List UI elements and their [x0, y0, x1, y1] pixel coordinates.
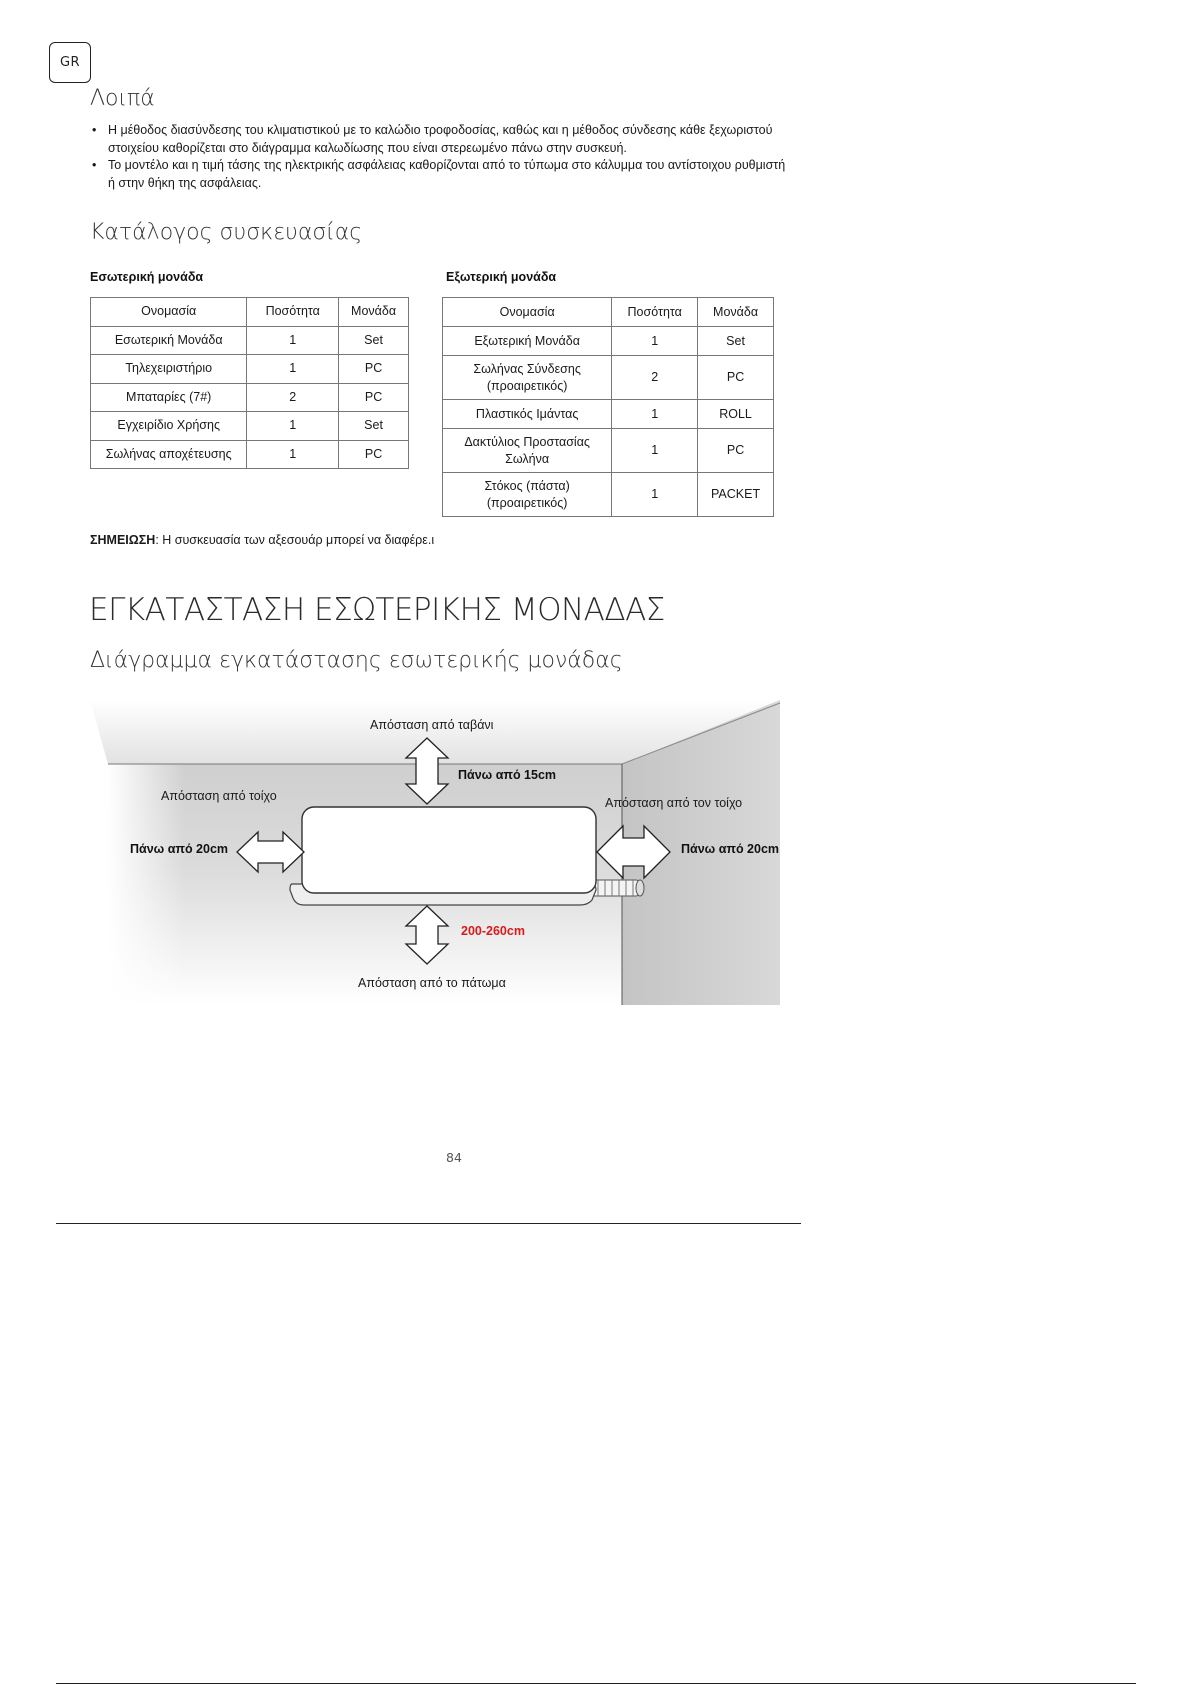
column-header-name: Ονομασία	[443, 298, 612, 327]
list-item: • Το μοντέλο και η τιμή τάσης της ηλεκτρικής ασφάλειας καθορίζονται από το τύπωμα στο κάλυμμα του αντίστοιχου ρυθμιστή ή στην θήκη της ασφάλειας.	[90, 157, 790, 192]
table-row	[91, 412, 409, 441]
cell-name: Εξωτερική Μονάδα	[443, 327, 612, 356]
cell-unit: PC	[698, 429, 774, 473]
cell-name: Σωλήνας Σύνδεσης (προαιρετικός)	[443, 356, 612, 400]
cell-quantity: 1	[612, 400, 698, 429]
cell-quantity: 1	[612, 429, 698, 473]
page-divider	[56, 1223, 801, 1224]
other-bullet-list	[90, 122, 790, 192]
column-header-quantity: Ποσότητα	[247, 298, 339, 327]
cell-name: Εσωτερική Μονάδα	[91, 326, 247, 355]
cell-unit: PC	[339, 383, 409, 412]
indoor-unit	[290, 807, 596, 905]
table-header-row	[91, 298, 409, 327]
note-label: ΣΗΜΕΙΩΣΗ	[90, 533, 156, 547]
right-wall-distance-value: Πάνω από 20cm	[681, 842, 780, 856]
cell-name: Μπαταρίες (7#)	[91, 383, 247, 412]
cell-quantity: 1	[612, 327, 698, 356]
packing-note	[90, 533, 434, 547]
cell-name: Τηλεχειριστήριο	[91, 355, 247, 384]
cell-unit: PC	[339, 355, 409, 384]
cell-name: Εγχειρίδιο Χρήσης	[91, 412, 247, 441]
drain-pipe	[590, 880, 644, 896]
section-subtitle: Διάγραμμα εγκατάστασης εσωτερικής μονάδας	[90, 648, 623, 673]
cell-unit: PC	[339, 440, 409, 469]
table-header-row	[443, 298, 774, 327]
table-row	[91, 326, 409, 355]
table-row	[443, 356, 774, 400]
table-row	[443, 429, 774, 473]
column-header-unit: Μονάδα	[339, 298, 409, 327]
floor-distance-value: 200-260cm	[461, 924, 525, 938]
page-number: 84	[446, 1150, 462, 1165]
language-badge: GR	[49, 42, 91, 83]
cell-quantity: 1	[612, 473, 698, 517]
indoor-table-caption: Εσωτερική μονάδα	[90, 270, 204, 284]
cell-name: Στόκος (πάστα) (προαιρετικός)	[443, 473, 612, 517]
cell-unit: Set	[698, 327, 774, 356]
cell-unit: PC	[698, 356, 774, 400]
left-wall-distance-value: Πάνω από 20cm	[130, 842, 229, 856]
cell-quantity: 2	[247, 383, 339, 412]
floor-distance-label: Απόσταση από το πάτωμα	[358, 976, 506, 990]
indoor-packing-table	[90, 297, 409, 469]
cell-name: Σωλήνας αποχέτευσης	[91, 440, 247, 469]
section-title-other: Λοιπά	[90, 86, 155, 111]
cell-unit: Set	[339, 412, 409, 441]
cell-quantity: 2	[612, 356, 698, 400]
table-row	[443, 400, 774, 429]
list-item: • Η μέθοδος διασύνδεσης του κλιματιστικού με το καλώδιο τροφοδοσίας, καθώς και η μέθοδος σύνδεσης κάθε ξεχωριστού στοιχείου καθορίζεται στο διάγραμμα καλωδίωσης που είναι στερεωμένο πάνω στην συσκευή.	[90, 122, 790, 157]
column-header-quantity: Ποσότητα	[612, 298, 698, 327]
page-title: ΕΓΚΑΤΑΣΤΑΣΗ ΕΣΩΤΕΡΙΚΗΣ ΜΟΝΑΔΑΣ	[89, 592, 665, 628]
table-row	[91, 440, 409, 469]
cell-quantity: 1	[247, 326, 339, 355]
cell-quantity: 1	[247, 355, 339, 384]
right-wall-distance-label: Απόσταση από τον τοίχο	[605, 796, 743, 810]
outdoor-table-caption: Εξωτερική μονάδα	[446, 270, 557, 284]
cell-unit: Set	[339, 326, 409, 355]
cell-quantity: 1	[247, 440, 339, 469]
table-row	[443, 473, 774, 517]
cell-quantity: 1	[247, 412, 339, 441]
table-row	[443, 327, 774, 356]
section-title-packing-list: Κατάλογος συσκευασίας	[90, 220, 363, 245]
column-header-unit: Μονάδα	[698, 298, 774, 327]
cell-unit: ROLL	[698, 400, 774, 429]
note-text: : Η συσκευασία των αξεσουάρ μπορεί να διαφέρε.ι	[155, 533, 435, 547]
cell-unit: PACKET	[698, 473, 774, 517]
ceiling-distance-value: Πάνω από 15cm	[458, 768, 557, 782]
table-row	[91, 355, 409, 384]
column-header-name: Ονομασία	[91, 298, 247, 327]
cell-name: Πλαστικός Ιμάντας	[443, 400, 612, 429]
cell-name: Δακτύλιος Προστασίας Σωλήνα	[443, 429, 612, 473]
outdoor-packing-table	[442, 297, 774, 517]
table-row	[91, 383, 409, 412]
ceiling-distance-label: Απόσταση από ταβάνι	[370, 718, 494, 732]
installation-diagram	[90, 700, 790, 1005]
left-wall-distance-label: Απόσταση από τοίχο	[161, 789, 277, 803]
